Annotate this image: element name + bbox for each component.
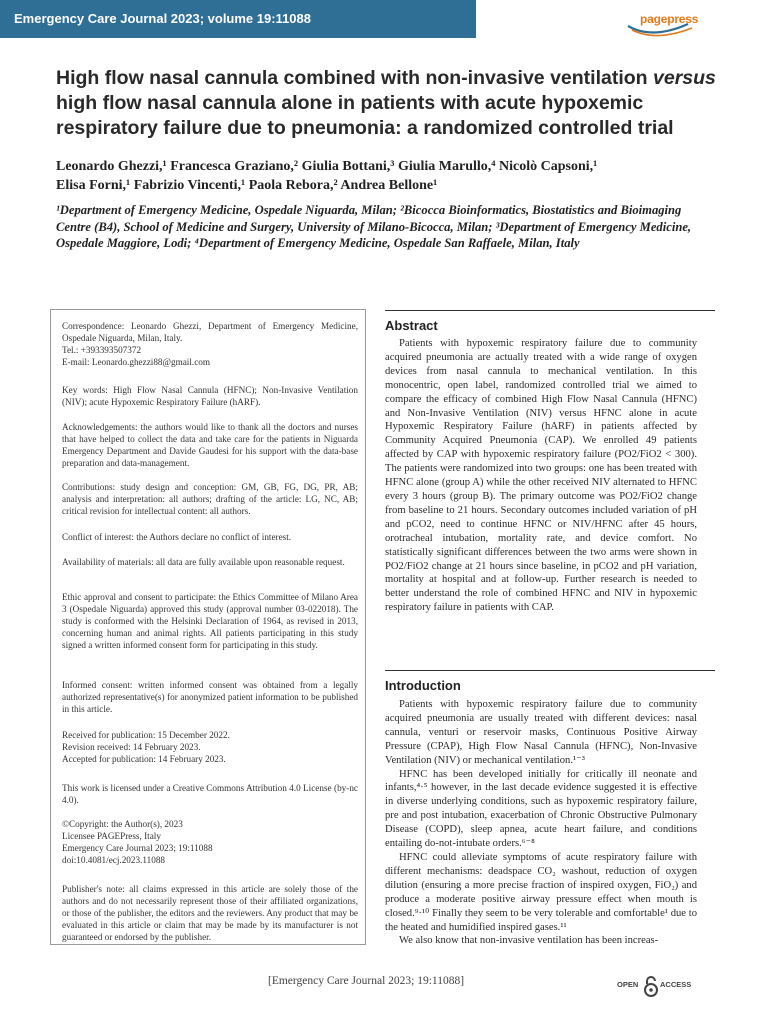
abstract-text: Patients with hypoxemic respiratory failure due to community acquired pneumonia are actually treated with a wide range of oxygen devices from nasal cannula to mechanical ventilation. In this monocentric, open label, randomized controlled trial we aimed to compare the efficacy of combined High Flow Nasal Cannula (HFNC) and Non-Invasive Ventilation (NIV) versus HFNC alone in acute Hypoxemic Respiratory Failure (hARF) in patients affected by Community Acquired Pneumonia (CAP). We enrolled 49 patients affected by CAP with hypoxemic respiratory failure (PO2/FiO2 < 300). The patients were randomized into two groups: one has been treated with HFNC alone (group A) while the other received NIV alternated to HFNC every 3 hours (group B). The primary outcome was PO2/FiO2 change from baseline to 21 hours. Secondary outcomes included variation of pH and pCO2, need to continue HFNC or NIV/HFNC after 45 hours, orotracheal intubation, mortality rate, and device comfort. No statistically significant differences between the two arms were shown in PO2/FiO2 change at 21 hours since baseline, in pCO2 and pH variation, mortality at hospital and at follow-up. Further research is needed to better understand the role of combined HFNC and NIV in hypoxemic respiratory failure in patients with CAP. [385, 338, 697, 614]
publication-dates: Received for publication: 15 December 2022. Revision received: 14 February 2023. Accepted for publication: 14 February 2023. [62, 730, 230, 764]
footer-citation: [Emergency Care Journal 2023; 19:11088] [268, 975, 465, 987]
contributions: Contributions: study design and conception: GM, GB, FG, DG, PR, AB; analysis and interpretation: all authors; drafting of the article: LG, NC, AB; critical revision for intellectual content: all authors. [62, 482, 358, 516]
correspondence-block: Correspondence: Leonardo Ghezzi, Department of Emergency Medicine, Ospedale Niguarda, Milan, Italy. Tel.: +393393507372 E-mail: Leonardo.ghezzi88@gmail.com [62, 321, 358, 367]
introduction-paragraph: We also know that non-invasive ventilation has been increas- [399, 935, 659, 947]
availability-of-materials: Availability of materials: all data are fully available upon reasonable request. [62, 557, 345, 567]
pagepress-logo-text: pagepress [640, 12, 699, 26]
conflict-of-interest: Conflict of interest: the Authors declare no conflict of interest. [62, 532, 292, 542]
introduction-rule [385, 670, 715, 671]
informed-consent: Informed consent: written informed consent was obtained from a legally authorized representative(s) for anonymized patient information to be published in this article. [62, 680, 358, 714]
authors-line-1: Leonardo Ghezzi,¹ Francesca Graziano,² Giulia Bottani,³ Giulia Marullo,⁴ Nicolò Capsoni,¹ [56, 159, 598, 174]
introduction-text [385, 698, 697, 948]
open-access-lock-icon [643, 974, 659, 998]
affiliations: ¹Department of Emergency Medicine, Ospedale Niguarda, Milan; ²Bicocca Bioinformatics, Biostatistics and Bioimaging Centre (B4), School of Medicine and Surgery, University of Milano-Bicocca, Milan; ³Department of Emergency Medicine, Ospedale Maggiore, Lodi; ⁴Department of Emergency Medicine, Ospedale San Raffaele, Milan, Italy [56, 203, 692, 250]
introduction-section-header [385, 678, 715, 693]
authors-line-2: Elisa Forni,¹ Fabrizio Vincenti,¹ Paola Rebora,² Andrea Bellone¹ [56, 178, 438, 193]
introduction-paragraph: Patients with hypoxemic respiratory failure due to community acquired pneumonia are usually treated with different devices: nasal cannula, venturi or reservoir masks, Continuous Positive Airway Pressure (CPAP), High Flow Nasal Cannula (HFNC), Non-Invasive Ventilation (NIV) or mechanical ventilation.¹⁻³ [385, 699, 697, 766]
copyright-block: ©Copyright: the Author(s), 2023 Licensee PAGEPress, Italy Emergency Care Journal 2023; 19:11088 doi:10.4081/ecj.2023.11088 [62, 819, 213, 865]
open-access-label-access: ACCESS [660, 980, 692, 989]
abstract-heading: Abstract [385, 318, 438, 333]
journal-header-bar [0, 0, 476, 38]
open-access-badge [617, 974, 707, 1000]
article-title: High flow nasal cannula combined with non-invasive ventilation versus high flow nasal cannula alone in patients with acute hypoxemic respiratory failure due to pneumonia: a randomized controlled trial [56, 67, 716, 139]
pagepress-logo [622, 10, 702, 40]
ethics-approval: Ethic approval and consent to participate: the Ethics Committee of Milano Area 3 (Ospedale Niguarda) approved this study (approval number 03-022018). The study is conformed with the Helsinki Declaration of 1964, as revised in 2013, concerning human and animal rights. All patients participating in this study signed a written informed consent form for participating in this study. [62, 592, 358, 650]
keywords: Key words: High Flow Nasal Cannula (HFNC); Non-Invasive Ventilation (NIV); acute Hypoxemic Respiratory Failure (hARF). [62, 385, 358, 407]
abstract-rule [385, 310, 715, 311]
introduction-paragraph: HFNC could alleviate symptoms of acute respiratory failure with different mechanisms: deadspace CO₂ washout, reduction of oxygen dilution (ensuring a more precise fraction of inspired oxygen, FiO₂) and produce a moderate positive airway pressure effect when mouth is closed.⁹·¹⁰ Finally they seem to be very tolerable and comfortable¹ due to the heated and humidified inspired gases.¹¹ [385, 851, 697, 933]
publisher-note: Publisher's note: all claims expressed in this article are solely those of the authors and do not necessarily represent those of their affiliated organizations, or those of the publisher, the editors and the reviewers. Any product that may be evaluated in this article or claim that may be made by its manufacturer is not guaranteed or endorsed by the publisher. [62, 884, 358, 942]
journal-header-text: Emergency Care Journal 2023; volume 19:11088 [14, 11, 311, 26]
abstract-section-header [385, 318, 715, 333]
acknowledgements: Acknowledgements: the authors would like to thank all the doctors and nurses that have helped to collect the data and take care for the patients in Niguarda Emergency Department and Davide Gaudesi for his support with the data-base preparation and data-management. [62, 422, 358, 468]
introduction-heading: Introduction [385, 678, 461, 693]
introduction-paragraph: HFNC has been developed initially for critically ill neonate and infants,⁴·⁵ however, in the last decade evidence suggested it is effective in diverse underlying conditions, such as hypoxemic respiratory failure, pre and post intubation, exacerbation of Chronic Obstructive Pulmonary Disease (COPD), sleep apnea, acute heart failure, and conditions entailing do-not-intubate orders.⁶⁻⁸ [385, 768, 697, 850]
author-list [56, 157, 716, 195]
license-statement: This work is licensed under a Creative Commons Attribution 4.0 License (by-nc 4.0). [62, 783, 358, 805]
open-access-label-open: OPEN [617, 980, 639, 989]
